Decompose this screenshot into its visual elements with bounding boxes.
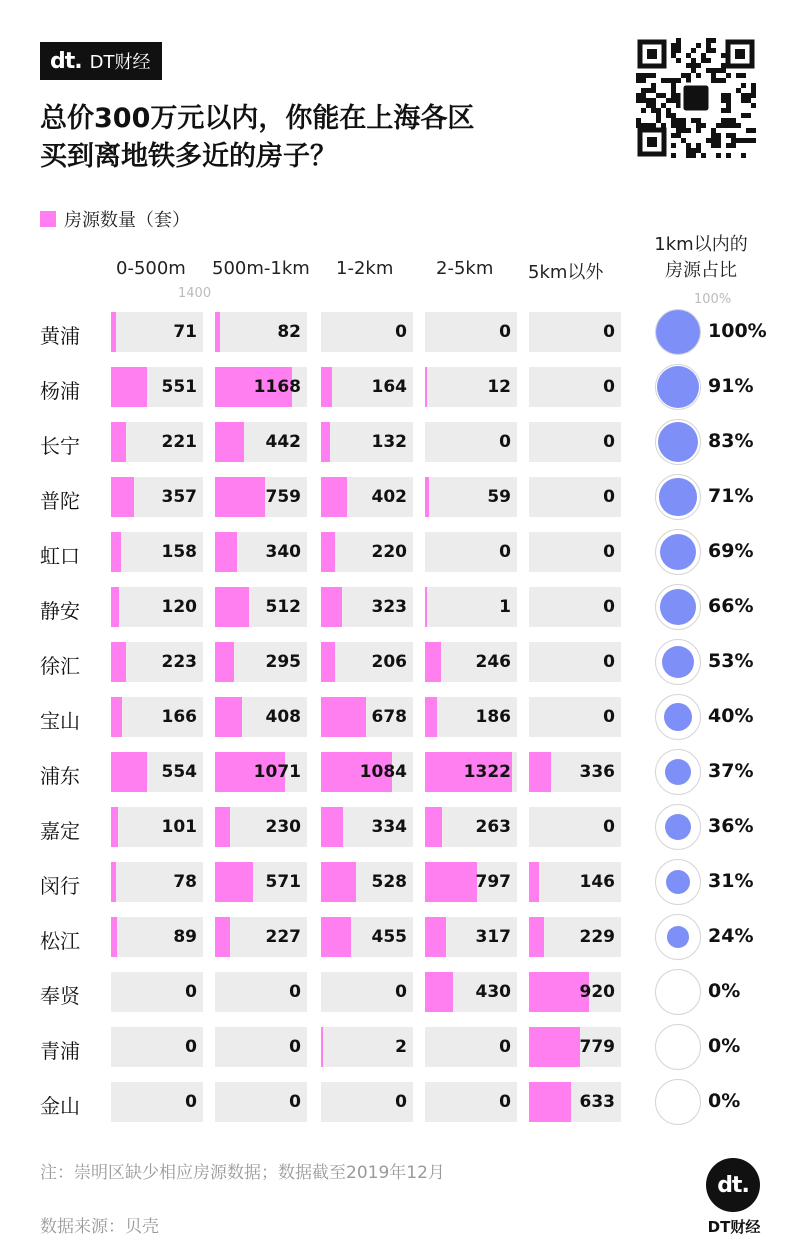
bar — [321, 422, 330, 462]
bar-value-label: 442 — [265, 432, 301, 452]
share-value-label: 53% — [708, 650, 754, 672]
bar-value-label: 317 — [475, 927, 511, 947]
bar — [321, 1027, 323, 1067]
share-value-label: 31% — [708, 870, 754, 892]
bar-value-label: 0 — [603, 432, 615, 452]
bar-value-label: 101 — [161, 817, 197, 837]
share-dot — [667, 926, 689, 948]
bar-value-label: 0 — [603, 817, 615, 837]
share-header-line-1: 1km以内的 — [654, 234, 748, 255]
chart-title — [40, 100, 474, 176]
bar-value-label: 920 — [579, 982, 615, 1002]
district-label: 松江 — [40, 929, 80, 953]
bar-cell — [425, 917, 517, 957]
bar-value-label: 336 — [579, 762, 615, 782]
bar-value-label: 551 — [161, 377, 197, 397]
district-label: 嘉定 — [40, 819, 80, 843]
share-value-label: 36% — [708, 815, 754, 837]
bar-cell — [215, 697, 307, 737]
bar-value-label: 89 — [173, 927, 197, 947]
bar-cell — [215, 367, 307, 407]
bar-value-label: 120 — [161, 597, 197, 617]
bar-value-label: 1071 — [253, 762, 301, 782]
bar-value-label: 0 — [603, 542, 615, 562]
district-label: 浦东 — [40, 764, 80, 788]
bar-cell — [425, 367, 517, 407]
district-label: 黄浦 — [40, 324, 80, 348]
bar-cell — [111, 1027, 203, 1067]
district-label: 金山 — [40, 1094, 80, 1118]
district-label: 虹口 — [40, 544, 80, 568]
bar-cell — [425, 422, 517, 462]
share-header — [646, 232, 756, 284]
bar-value-label: 166 — [161, 707, 197, 727]
bar-cell — [215, 807, 307, 847]
bar-value-label: 0 — [603, 597, 615, 617]
bar — [215, 422, 244, 462]
column-header: 0-500m — [116, 258, 186, 279]
bar-value-label: 263 — [475, 817, 511, 837]
district-label: 长宁 — [40, 434, 80, 458]
bar — [425, 807, 442, 847]
share-dot — [664, 703, 692, 731]
bar — [215, 642, 234, 682]
bar-cell — [529, 1082, 621, 1122]
bar — [111, 532, 121, 572]
bar-value-label: 759 — [265, 487, 301, 507]
bar-value-label: 2 — [395, 1037, 407, 1057]
bar — [529, 1027, 580, 1067]
bar-value-label: 0 — [603, 707, 615, 727]
bar — [215, 697, 242, 737]
column-header: 500m-1km — [212, 258, 310, 279]
district-label: 普陀 — [40, 489, 80, 513]
bar — [111, 477, 134, 517]
bar — [529, 752, 551, 792]
bar — [111, 642, 126, 682]
bar-cell — [425, 477, 517, 517]
bar-value-label: 633 — [579, 1092, 615, 1112]
bar-value-label: 1168 — [253, 377, 301, 397]
bar-cell — [529, 642, 621, 682]
chart-title-line-2: 买到离地铁多近的房子？ — [40, 141, 337, 172]
bar-cell — [529, 917, 621, 957]
bar-value-label: 402 — [371, 487, 407, 507]
bar-value-label: 323 — [371, 597, 407, 617]
bar-cell — [425, 697, 517, 737]
bar — [425, 697, 437, 737]
bar-cell — [215, 972, 307, 1012]
bar-cell — [215, 752, 307, 792]
bar-cell — [111, 752, 203, 792]
share-dot — [657, 366, 699, 408]
qr-code-icon — [636, 38, 756, 158]
share-dot — [660, 589, 696, 625]
column-header: 1-2km — [336, 258, 394, 279]
bar-value-label: 158 — [161, 542, 197, 562]
bar-value-label: 186 — [475, 707, 511, 727]
bar-value-label: 0 — [499, 542, 511, 562]
bar-value-label: 0 — [185, 1092, 197, 1112]
bar — [215, 917, 230, 957]
bar-cell — [321, 697, 413, 737]
bar-cell — [111, 532, 203, 572]
bar — [215, 532, 237, 572]
dt-logo-icon: dt. — [706, 1158, 760, 1212]
bar-value-label: 357 — [161, 487, 197, 507]
bar — [111, 862, 116, 902]
bar-value-label: 71 — [173, 322, 197, 342]
bar-cell — [321, 477, 413, 517]
bar-cell — [529, 862, 621, 902]
bar — [425, 642, 441, 682]
bar-value-label: 164 — [371, 377, 407, 397]
bar-cell — [529, 477, 621, 517]
district-label: 奉贤 — [40, 984, 80, 1008]
bar — [215, 312, 220, 352]
bar — [321, 477, 347, 517]
bar-cell — [425, 642, 517, 682]
bar-value-label: 0 — [603, 487, 615, 507]
share-ring — [655, 1079, 701, 1125]
bar-value-label: 340 — [265, 542, 301, 562]
share-value-label: 0% — [708, 1035, 741, 1057]
bar-cell — [425, 532, 517, 572]
bar — [111, 587, 119, 627]
share-ring — [655, 969, 701, 1015]
share-value-label: 91% — [708, 375, 754, 397]
bar-cell — [321, 1082, 413, 1122]
share-value-label: 83% — [708, 430, 754, 452]
district-label: 静安 — [40, 599, 80, 623]
bar-value-label: 227 — [265, 927, 301, 947]
share-dot — [659, 478, 696, 515]
bar-value-label: 223 — [161, 652, 197, 672]
share-ring — [655, 1024, 701, 1070]
bar-cell — [215, 862, 307, 902]
bar-value-label: 221 — [161, 432, 197, 452]
bar-value-label: 512 — [265, 597, 301, 617]
bar-value-label: 0 — [395, 982, 407, 1002]
bar-value-label: 230 — [265, 817, 301, 837]
bar-value-label: 1322 — [463, 762, 511, 782]
bar-cell — [425, 312, 517, 352]
bar — [111, 807, 118, 847]
brand-badge — [40, 42, 162, 80]
bar — [425, 862, 477, 902]
share-value-label: 69% — [708, 540, 754, 562]
bar-cell — [215, 642, 307, 682]
legend-label: 房源数量（套） — [64, 210, 190, 231]
share-value-label: 100% — [708, 320, 767, 342]
bar-cell — [529, 312, 621, 352]
district-label: 杨浦 — [40, 379, 80, 403]
bar-value-label: 82 — [277, 322, 301, 342]
bar — [215, 587, 249, 627]
bar-value-label: 797 — [475, 872, 511, 892]
bar — [111, 312, 116, 352]
bar-cell — [529, 587, 621, 627]
bar-cell — [111, 312, 203, 352]
district-label: 徐汇 — [40, 654, 80, 678]
bar-value-label: 0 — [289, 982, 301, 1002]
bar-value-label: 246 — [475, 652, 511, 672]
share-value-label: 37% — [708, 760, 754, 782]
share-value-label: 71% — [708, 485, 754, 507]
bar — [321, 862, 356, 902]
bar-cell — [529, 697, 621, 737]
bar-cell — [111, 422, 203, 462]
bar-value-label: 571 — [265, 872, 301, 892]
bar-cell — [215, 1082, 307, 1122]
bar-value-label: 0 — [185, 1037, 197, 1057]
bar-cell — [215, 422, 307, 462]
data-source: 数据来源：贝壳 — [40, 1217, 159, 1237]
bar-value-label: 455 — [371, 927, 407, 947]
bar-cell — [529, 807, 621, 847]
bar — [215, 807, 230, 847]
column-header: 2-5km — [436, 258, 494, 279]
share-value-label: 24% — [708, 925, 754, 947]
district-label: 闵行 — [40, 874, 80, 898]
bar-cell — [111, 697, 203, 737]
bar-cell — [111, 587, 203, 627]
bar-cell — [111, 972, 203, 1012]
bar-cell — [529, 532, 621, 572]
bar-value-label: 59 — [487, 487, 511, 507]
bar-cell — [111, 917, 203, 957]
share-dot — [658, 422, 698, 462]
bar — [321, 807, 343, 847]
bar-value-label: 229 — [579, 927, 615, 947]
bar — [111, 752, 147, 792]
dt-logo-icon: dt. — [50, 48, 82, 74]
bar — [321, 642, 335, 682]
bar-cell — [425, 862, 517, 902]
bar — [425, 587, 427, 627]
bar — [529, 1082, 571, 1122]
bar-value-label: 528 — [371, 872, 407, 892]
footnote: 注：崇明区缺少相应房源数据；数据截至2019年12月 — [40, 1163, 445, 1183]
bar-cell — [111, 367, 203, 407]
bar-value-label: 0 — [499, 432, 511, 452]
bar-cell — [425, 807, 517, 847]
bar-cell — [529, 972, 621, 1012]
bar-value-label: 1 — [499, 597, 511, 617]
bar — [111, 422, 126, 462]
bar-cell — [215, 532, 307, 572]
bar-value-label: 1084 — [359, 762, 407, 782]
bar-cell — [425, 587, 517, 627]
bar-value-label: 0 — [603, 377, 615, 397]
bar — [321, 532, 335, 572]
bar-cell — [215, 587, 307, 627]
bar-value-label: 295 — [265, 652, 301, 672]
bar-cell — [529, 1027, 621, 1067]
bar — [321, 697, 366, 737]
bar-value-label: 0 — [603, 322, 615, 342]
share-dot — [656, 310, 700, 354]
bar-cell — [425, 1027, 517, 1067]
bar — [321, 917, 351, 957]
bar-value-label: 0 — [289, 1037, 301, 1057]
share-value-label: 0% — [708, 980, 741, 1002]
bar-cell — [215, 312, 307, 352]
bar-cell — [321, 587, 413, 627]
bar-cell — [111, 642, 203, 682]
bar-cell — [425, 1082, 517, 1122]
bar-value-label: 78 — [173, 872, 197, 892]
bar-value-label: 0 — [395, 1092, 407, 1112]
bar-cell — [321, 532, 413, 572]
bar-cell — [529, 422, 621, 462]
bar-value-label: 0 — [499, 322, 511, 342]
bar-cell — [425, 972, 517, 1012]
bar-cell — [321, 972, 413, 1012]
bar-cell — [215, 477, 307, 517]
bar — [425, 917, 446, 957]
bar — [111, 917, 117, 957]
bar-cell — [321, 752, 413, 792]
bar-cell — [321, 422, 413, 462]
bar-value-label: 430 — [475, 982, 511, 1002]
bar-value-label: 132 — [371, 432, 407, 452]
bar-value-label: 146 — [579, 872, 615, 892]
bar-cell — [215, 1027, 307, 1067]
share-scale-label: 100% — [694, 292, 732, 307]
bar — [321, 587, 342, 627]
bar — [529, 917, 544, 957]
bar-cell — [111, 862, 203, 902]
count-scale-label: 1400 — [178, 286, 212, 301]
bar-value-label: 0 — [185, 982, 197, 1002]
share-header-line-2: 房源占比 — [665, 260, 737, 281]
bar-cell — [321, 367, 413, 407]
bar-value-label: 0 — [603, 652, 615, 672]
bar-cell — [321, 862, 413, 902]
bar — [111, 697, 122, 737]
bar — [321, 367, 332, 407]
legend-swatch — [40, 211, 56, 227]
bar-value-label: 206 — [371, 652, 407, 672]
district-label: 青浦 — [40, 1039, 80, 1063]
bar-value-label: 554 — [161, 762, 197, 782]
bar-cell — [321, 807, 413, 847]
column-header: 5km以外 — [528, 262, 604, 283]
share-value-label: 66% — [708, 595, 754, 617]
bar-value-label: 0 — [499, 1092, 511, 1112]
share-value-label: 0% — [708, 1090, 741, 1112]
brand-name: DT财经 — [89, 52, 151, 73]
bar-value-label: 0 — [499, 1037, 511, 1057]
bar-value-label: 0 — [289, 1092, 301, 1112]
bar-cell — [111, 477, 203, 517]
bar-value-label: 334 — [371, 817, 407, 837]
bar-value-label: 408 — [265, 707, 301, 727]
chart-title-line-1: 总价300万元以内，你能在上海各区 — [40, 103, 475, 134]
bar — [215, 862, 253, 902]
bar — [425, 477, 429, 517]
legend — [40, 206, 190, 232]
footer-brand-name: DT财经 — [707, 1218, 761, 1236]
bar-cell — [111, 1082, 203, 1122]
share-value-label: 40% — [708, 705, 754, 727]
bar-value-label: 220 — [371, 542, 407, 562]
bar — [215, 477, 265, 517]
bar-cell — [529, 752, 621, 792]
bar-value-label: 779 — [579, 1037, 615, 1057]
bar-cell — [529, 367, 621, 407]
bar-cell — [321, 917, 413, 957]
bar-cell — [321, 642, 413, 682]
bar-cell — [111, 807, 203, 847]
district-label: 宝山 — [40, 709, 80, 733]
share-dot — [662, 646, 694, 678]
bar — [425, 972, 453, 1012]
bar-value-label: 0 — [395, 322, 407, 342]
bar-value-label: 678 — [371, 707, 407, 727]
bar — [425, 367, 427, 407]
bar-cell — [215, 917, 307, 957]
bar — [529, 862, 539, 902]
bar-cell — [321, 1027, 413, 1067]
bar-cell — [425, 752, 517, 792]
bar — [111, 367, 147, 407]
bar-value-label: 12 — [487, 377, 511, 397]
bar-cell — [321, 312, 413, 352]
